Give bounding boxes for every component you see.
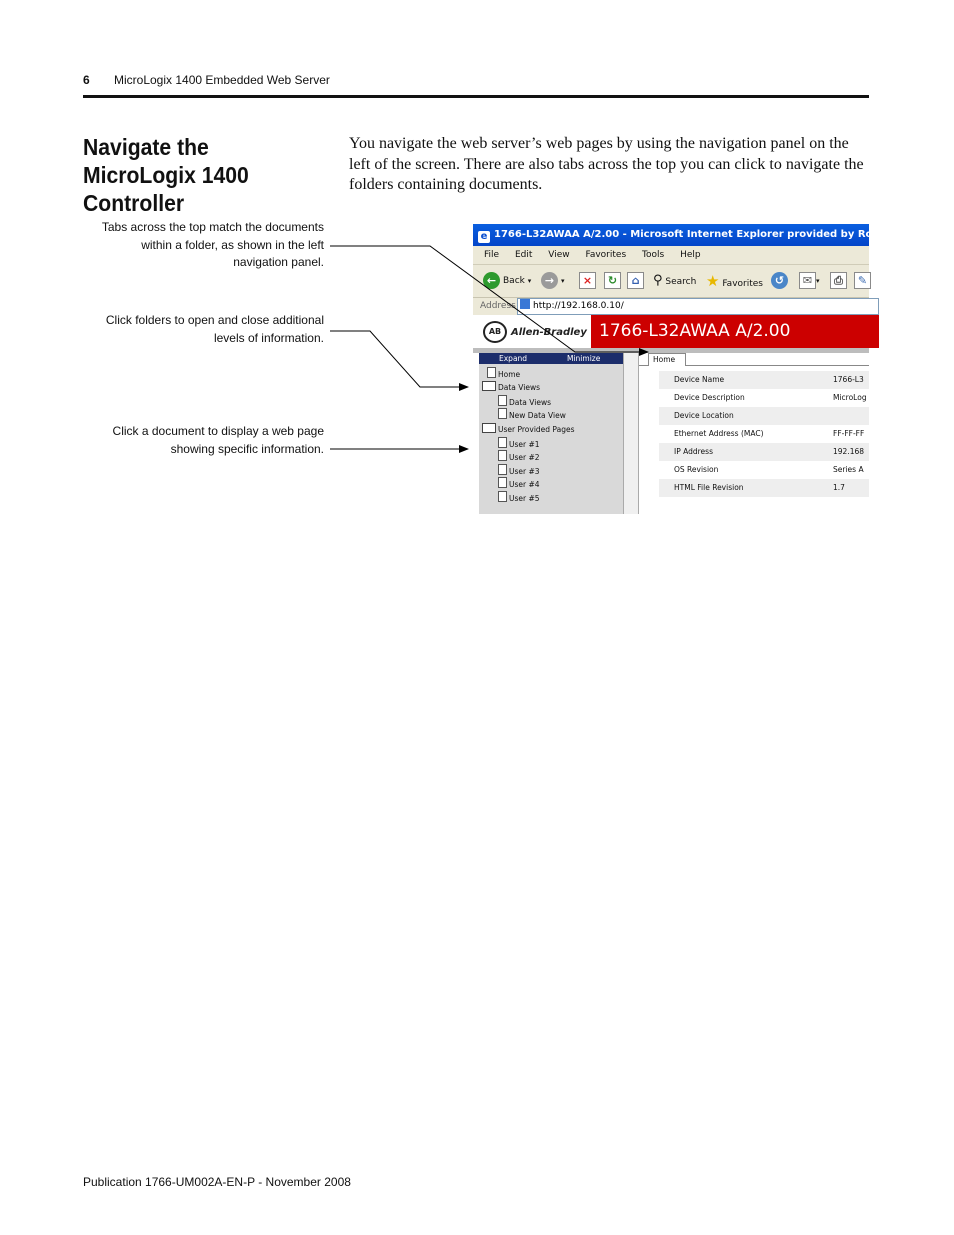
browser-screenshot: [473, 224, 949, 514]
nav-folder-data-views[interactable]: Data Views: [482, 381, 540, 393]
browser-toolbar: [473, 265, 869, 298]
menu-bar: [473, 246, 869, 265]
nav-panel: [479, 364, 623, 514]
nav-item-user-4[interactable]: User #4: [498, 477, 540, 490]
nav-item-home[interactable]: Home: [487, 367, 520, 380]
brand-row: [473, 315, 869, 353]
table-row: OS Revision Series A: [674, 465, 864, 474]
allen-bradley-logo: AB Allen-Bradley: [483, 321, 591, 345]
nav-scrollbar[interactable]: [623, 353, 639, 514]
leader-folders: [330, 331, 468, 387]
nav-item-user-3[interactable]: User #3: [498, 464, 540, 477]
chevron-down-icon: ▾: [561, 277, 565, 285]
mail-button[interactable]: [799, 270, 820, 292]
folder-icon: [482, 423, 496, 433]
forward-arrow-icon: →: [541, 272, 558, 289]
nav-item-user-1[interactable]: User #1: [498, 437, 540, 450]
nav-item-data-views[interactable]: Data Views: [498, 395, 551, 408]
document-icon: [498, 450, 507, 461]
menu-tools[interactable]: Tools: [642, 250, 665, 260]
address-input[interactable]: http://192.168.0.10/: [517, 298, 879, 315]
back-arrow-icon: ←: [483, 272, 500, 289]
forward-button[interactable]: [541, 270, 565, 292]
running-title: MicroLogix 1400 Embedded Web Server: [114, 73, 330, 87]
nav-folder-user-pages[interactable]: User Provided Pages: [482, 423, 574, 435]
intro-paragraph: You navigate the web server’s web pages by using the navigation panel on the left of the screen. There are also tabs across the top you can click to navigate the folders containing documents.: [349, 135, 864, 193]
menu-favorites[interactable]: Favorites: [585, 250, 627, 260]
table-row: Device Name 1766-L3: [659, 371, 869, 389]
table-row: Device Location: [659, 407, 869, 425]
nav-item-new-data-view[interactable]: New Data View: [498, 408, 566, 421]
stop-icon: ×: [579, 272, 596, 289]
section-title: Navigate the MicroLogix 1400 Controller: [83, 134, 249, 216]
refresh-icon: ↻: [604, 272, 621, 289]
nav-item-user-2[interactable]: User #2: [498, 450, 540, 463]
folder-icon: [482, 381, 496, 391]
mail-icon: ✉: [799, 272, 816, 289]
print-button[interactable]: [830, 270, 847, 292]
callout-documents: Click a document to display a web page showing specific information.: [112, 424, 324, 456]
window-titlebar: [473, 224, 949, 246]
callout-tabs: Tabs across the top match the documents within a folder, as shown in the left navigation panel.: [101, 220, 324, 269]
nav-minimize-button[interactable]: Minimize: [567, 354, 601, 363]
document-icon: [498, 491, 507, 502]
device-info-table: [659, 371, 869, 497]
document-icon: [498, 437, 507, 448]
address-label: Address: [480, 301, 516, 311]
page-content: [473, 315, 869, 514]
history-button[interactable]: [771, 270, 791, 292]
table-row: HTML File Revision 1.7: [659, 479, 869, 497]
printer-icon: ⎙: [830, 272, 847, 289]
stop-button[interactable]: [579, 270, 596, 292]
search-icon: ⚲: [653, 273, 663, 288]
back-button[interactable]: ← Back ▾: [483, 270, 531, 292]
menu-help[interactable]: Help: [680, 250, 701, 260]
search-button[interactable]: ⚲ Search: [653, 273, 697, 288]
callout-folders: Click folders to open and close additional levels of information.: [105, 313, 324, 345]
publication-footer: Publication 1766-UM002A-EN-P - November 2008: [83, 1175, 351, 1189]
nav-item-user-5[interactable]: User #5: [498, 491, 540, 504]
document-icon: [498, 464, 507, 475]
table-row: IP Address 192.168: [659, 443, 869, 461]
menu-file[interactable]: File: [484, 250, 500, 260]
chevron-down-icon: ▾: [527, 277, 532, 285]
document-icon: [498, 395, 507, 406]
star-icon: ★: [706, 272, 720, 290]
address-bar: [473, 297, 869, 315]
document-icon: [498, 408, 507, 419]
page-icon: [520, 299, 530, 309]
nav-header: [479, 353, 623, 364]
menu-edit[interactable]: Edit: [514, 250, 533, 260]
window-title: 1766-L32AWAA A/2.00 - Microsoft Internet Explorer provided by Rockwell Autom: [494, 229, 949, 240]
table-row: Ethernet Address (MAC) FF-FF-FF: [674, 429, 865, 438]
nav-expand-button[interactable]: Expand: [499, 354, 528, 363]
page-number: 6: [83, 73, 90, 87]
home-button[interactable]: [627, 270, 644, 292]
table-row: Device Description MicroLog: [674, 393, 867, 402]
edit-icon: ✎: [854, 272, 871, 289]
refresh-button[interactable]: [604, 270, 621, 292]
document-icon: [487, 367, 496, 378]
ie-icon: e: [478, 231, 490, 243]
header-rule: [83, 95, 869, 98]
history-icon: ↺: [771, 272, 788, 289]
menu-view[interactable]: View: [548, 250, 570, 260]
edit-button[interactable]: [854, 270, 871, 292]
ab-badge: AB: [483, 321, 507, 343]
document-icon: [498, 477, 507, 488]
home-icon: ⌂: [627, 272, 644, 289]
tab-home[interactable]: Home: [648, 353, 686, 366]
favorites-button[interactable]: ★ Favorites: [706, 272, 763, 290]
device-banner: 1766-L32AWAA A/2.00: [591, 315, 879, 348]
chevron-down-icon: ▾: [816, 277, 820, 285]
